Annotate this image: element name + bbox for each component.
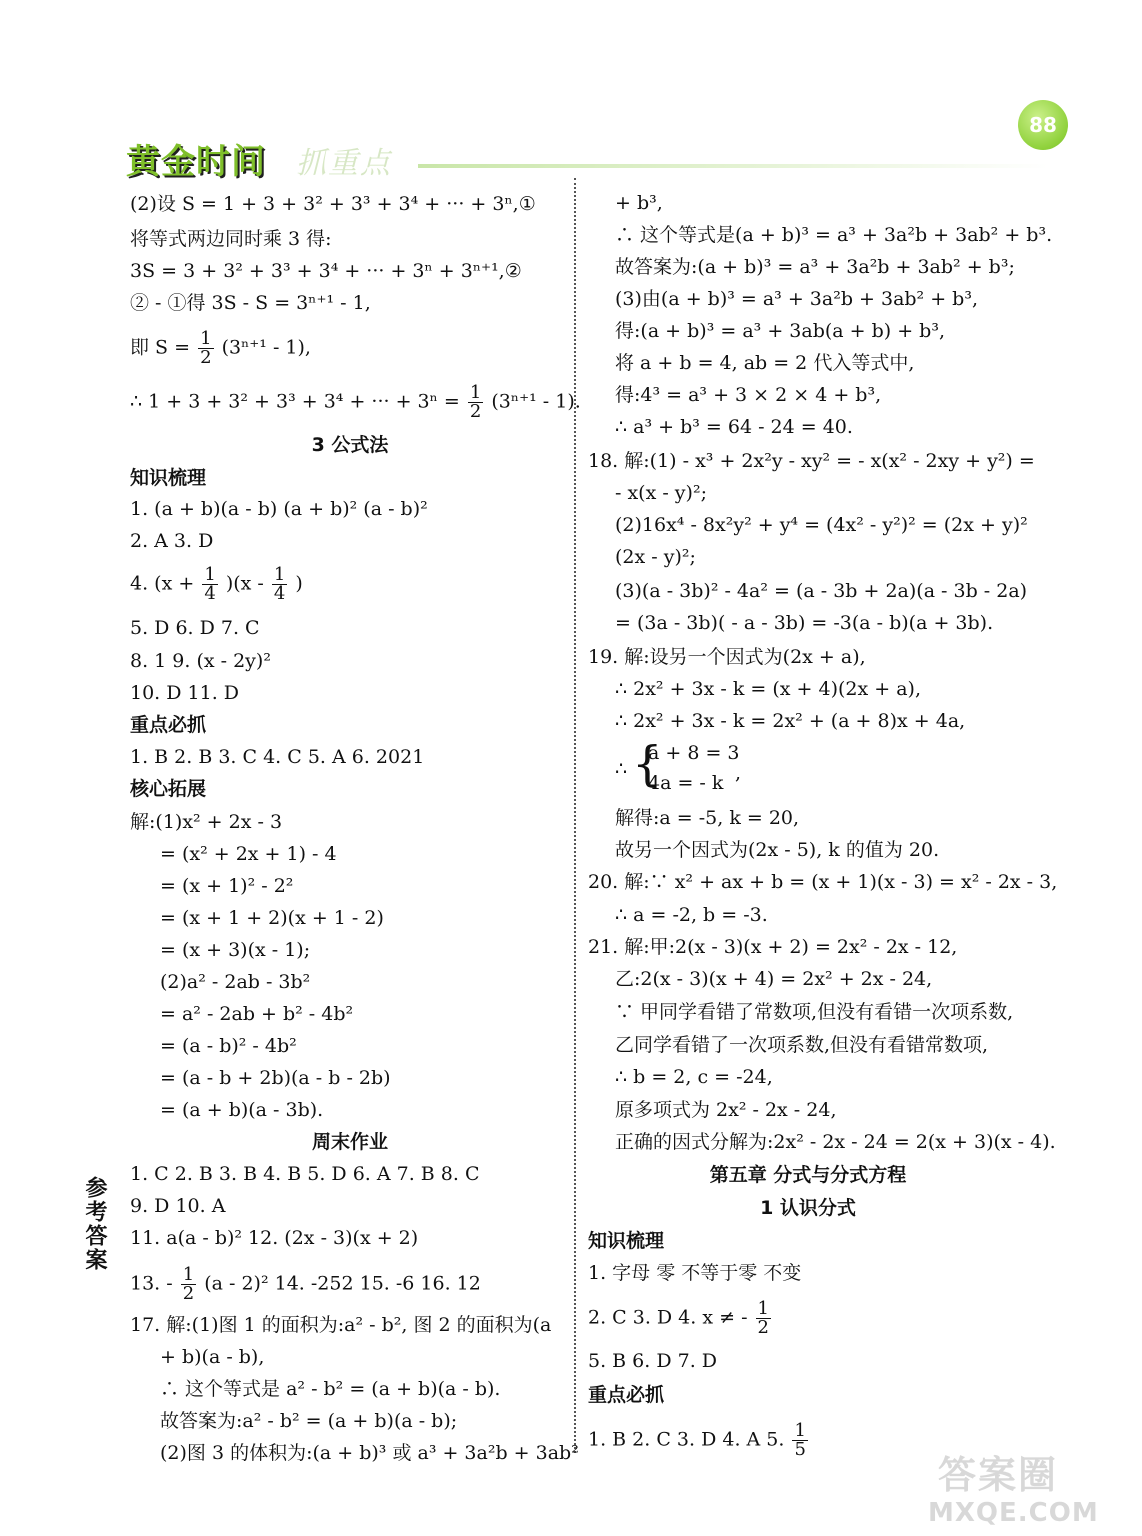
side-label: 参考答案 [82,1176,107,1272]
left-line: (2)设 S = 1 + 3 + 3² + 3³ + 3⁴ + ··· + 3ⁿ,① [130,193,536,215]
answer-line: 2. A 3. D [130,530,214,552]
answer-line: 5. B 6. D 7. D [588,1350,718,1372]
section-title: 1 认识分式 [760,1197,856,1219]
subsection-heading: 知识梳理 [588,1230,665,1252]
header-rule [418,164,1048,168]
section-title: 3 公式法 [311,434,389,456]
numerator: 1 [204,564,216,585]
right-line: 得:(a + b)³ = a³ + 3ab(a + b) + b³, [615,320,945,342]
right-line: ∴ 2x² + 3x - k = (x + 4)(2x + a), [615,678,921,700]
therefore-symbol: ∴ [615,758,628,780]
solution-line: = (a - b)² - 4b² [160,1035,297,1057]
answer-line: 11. a(a - b)² 12. (2x - 3)(x + 2) [130,1227,419,1249]
text: (3ⁿ⁺¹ - 1). [491,390,581,413]
watermark-top: 答案圈 [938,1453,1059,1497]
answer-line: 5. D 6. D 7. C [130,617,260,639]
text: ∴ 1 + 3 + 3² + 3³ + 3⁴ + ··· + 3ⁿ = [130,390,460,413]
right-line: 正确的因式分解为:2x² - 2x - 24 = 2(x + 3)(x - 4). [615,1131,1056,1153]
solution-line: + b)(a - b), [160,1346,265,1368]
left-line-fraction [130,384,581,421]
text: ) [295,572,303,595]
answer-line: 8. 1 9. (x - 2y)² [130,650,271,672]
fraction [468,384,483,421]
answer-line: 9. D 10. A [130,1195,226,1217]
right-line: 故另一个因式为(2x - 5), k 的值为 20. [615,839,940,861]
solution-line: = (a + b)(a - 3b). [160,1099,324,1121]
right-line: 得:4³ = a³ + 3 × 2 × 4 + b³, [615,384,882,406]
brace-symbol: { [632,736,663,792]
denominator: 4 [273,583,286,604]
answer-line-fraction [588,1422,810,1459]
left-line: ② - ①得 3S - S = 3ⁿ⁺¹ - 1, [130,292,371,314]
right-line: - x(x - y)²; [615,482,707,504]
text: 4. (x + [130,572,195,595]
equation-line: a + 8 = 3 [648,742,740,764]
text: 1. B 2. C 3. D 4. A 5. [588,1428,785,1451]
chapter-title: 第五章 分式与分式方程 [709,1164,907,1186]
right-line: 19. 解:设另一个因式为(2x + a), [588,646,866,668]
fraction [202,566,217,603]
fraction [756,1300,771,1337]
equation-comma: , [735,762,742,784]
right-line: ∴ b = 2, c = -24, [615,1066,773,1088]
subsection-heading: 重点必抓 [130,714,207,736]
numerator: 1 [794,1420,806,1441]
brand-subtitle: 抓重点 [296,146,392,181]
solution-line: (2)图 3 的体积为:(a + b)³ 或 a³ + 3a²b + 3ab² [160,1442,579,1464]
text: 13. - [130,1272,173,1295]
right-line: 21. 解:甲:2(x - 3)(x + 2) = 2x² - 2x - 12, [588,936,958,958]
denominator: 4 [204,583,216,604]
answer-line: 1. B 2. B 3. C 4. C 5. A 6. 2021 [130,746,425,768]
solution-line: = (x² + 2x + 1) - 4 [160,843,337,865]
fraction [198,330,213,367]
solution-line: 17. 解:(1)图 1 的面积为:a² - b², 图 2 的面积为(a [130,1314,552,1336]
numerator: 1 [469,382,482,403]
right-line: (3)由(a + b)³ = a³ + 3a²b + 3ab² + b³, [615,288,978,310]
subsection-heading: 核心拓展 [130,778,207,800]
right-line: (2)16x⁴ - 8x²y² + y⁴ = (4x² - y²)² = (2x + y)² [615,514,1028,536]
subsection-heading: 重点必抓 [588,1384,665,1406]
watermark [908,1444,1134,1532]
right-line: 解得:a = -5, k = 20, [615,807,800,829]
text: (3ⁿ⁺¹ - 1), [221,336,311,359]
right-line: 18. 解:(1) - x³ + 2x²y - xy² = - x(x² - 2xy + y²) = [588,450,1035,472]
right-line: ∴ 2x² + 3x - k = 2x² + (a + 8)x + 4a, [615,710,966,732]
solution-line: = a² - 2ab + b² - 4b² [160,1003,354,1025]
right-line: 将 a + b = 4, ab = 2 代入等式中, [615,352,915,374]
answer-line: 1. (a + b)(a - b) (a + b)² (a - b)² [130,498,428,520]
equation-line: 4a = - k [648,772,724,794]
numerator: 1 [200,328,212,349]
fraction [181,1266,196,1303]
solution-line: = (x + 3)(x - 1); [160,939,311,961]
answer-line-fraction [130,566,303,603]
text: 2. C 3. D 4. x ≠ - [588,1306,748,1329]
denominator: 2 [469,401,482,422]
right-line: ∴ 这个等式是(a + b)³ = a³ + 3a²b + 3ab² + b³. [615,224,1053,246]
right-line: 原多项式为 2x² - 2x - 24, [615,1099,837,1121]
solution-line: (2)a² - 2ab - 3b² [160,971,311,993]
solution-line: = (x + 1)² - 2² [160,875,294,897]
text: (a - 2)² 14. -252 15. -6 16. 12 [204,1272,481,1295]
brand-logo [118,128,438,184]
answer-line-fraction [588,1300,773,1337]
right-line: 故答案为:(a + b)³ = a³ + 3a²b + 3ab² + b³; [615,256,1015,278]
right-line: + b³, [615,192,663,214]
answer-line: 1. 字母 零 不等于零 不变 [588,1262,802,1284]
solution-line: ∴ 这个等式是 a² - b² = (a + b)(a - b). [160,1378,501,1400]
denominator: 2 [757,1317,769,1338]
right-line: 乙同学看错了一次项系数,但没有看错常数项, [615,1034,989,1056]
right-line: (3)(a - 3b)² - 4a² = (a - 3b + 2a)(a - 3b - 2a) [615,580,1028,602]
subsection-heading: 知识梳理 [130,467,207,489]
column-divider [574,178,576,1453]
fraction [792,1422,807,1459]
left-line: 将等式两边同时乘 3 得: [130,228,332,250]
answer-line: 10. D 11. D [130,682,240,704]
left-line: 3S = 3 + 3² + 3³ + 3⁴ + ··· + 3ⁿ + 3ⁿ⁺¹,② [130,260,522,282]
numerator: 1 [273,564,286,585]
watermark-bottom: MXQE.COM [928,1498,1099,1528]
right-line: 20. 解:∵ x² + ax + b = (x + 1)(x - 3) = x² - 2x - 3, [588,871,1058,893]
right-line: 乙:2(x - 3)(x + 4) = 2x² + 2x - 24, [615,968,933,990]
right-line: (2x - y)²; [615,546,696,568]
denominator: 2 [182,1283,195,1304]
right-line: ∴ a = -2, b = -3. [615,904,768,926]
numerator: 1 [182,1264,195,1285]
answer-line: 1. C 2. B 3. B 4. B 5. D 6. A 7. B 8. C [130,1163,480,1185]
page-number-badge: 88 [1018,100,1068,150]
text: 即 S = [130,336,191,359]
right-line: = (3a - 3b)( - a - 3b) = -3(a - b)(a + 3b). [615,612,994,634]
right-line: ∵ 甲同学看错了常数项,但没有看错一次项系数, [615,1001,1014,1023]
denominator: 2 [200,347,212,368]
fraction [272,566,287,603]
solution-line: = (x + 1 + 2)(x + 1 - 2) [160,907,384,929]
brand-title: 黄金时间 [126,142,266,182]
answer-line-fraction [130,1266,481,1303]
denominator: 5 [794,1439,806,1460]
right-line: ∴ a³ + b³ = 64 - 24 = 40. [615,416,853,438]
numerator: 1 [757,1298,769,1319]
solution-line: 解:(1)x² + 2x - 3 [130,811,283,833]
left-line-fraction [130,330,311,367]
solution-line: = (a - b + 2b)(a - b - 2b) [160,1067,391,1089]
section-title: 周末作业 [311,1131,388,1153]
text: )(x - [225,572,264,595]
solution-line: 故答案为:a² - b² = (a + b)(a - b); [160,1410,458,1432]
